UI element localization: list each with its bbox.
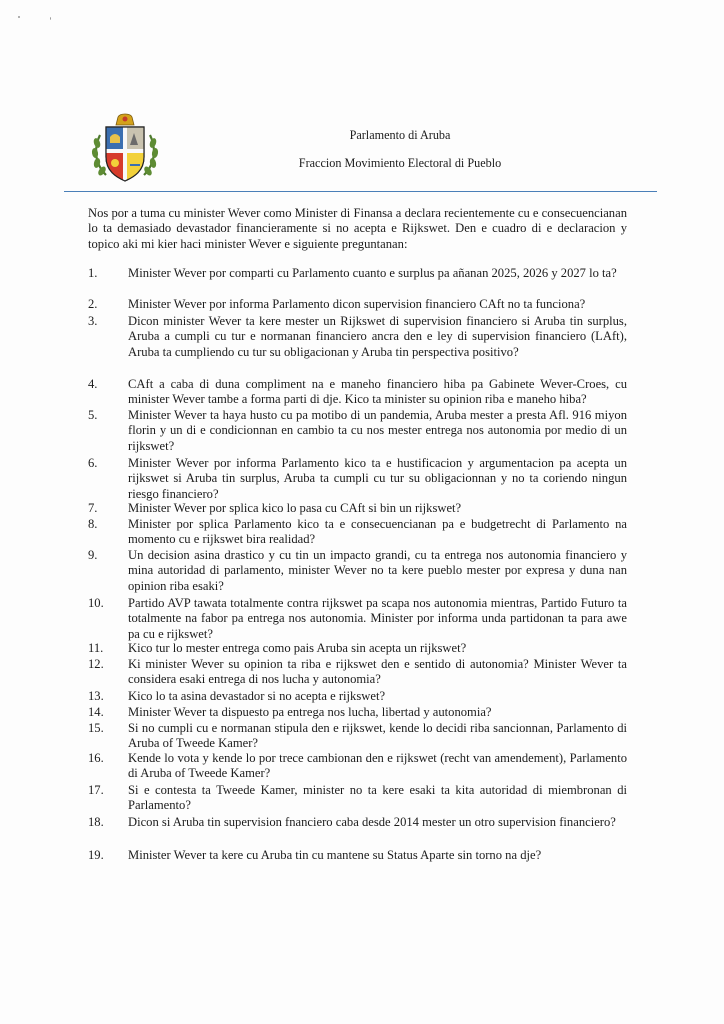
question-text: CAft a caba di duna compliment na e maneho financiero hiba pa Gabinete Wever-Croes, cu minister Wever tambe a forma parti di dje. Kico ta minister su opinion riba e maneho hiba? [128,377,627,407]
question-number: 14. [88,705,104,719]
question-text: Dicon si Aruba tin supervision fnanciero caba desde 2014 mester un otro supervision financiero? [128,815,616,829]
question-number: 7. [88,501,98,515]
question-text: Si no cumpli cu e normanan stipula den e rijkswet, kende lo decidi riba sancionnan, Parlamento di Aruba of Tweede Kamer? [128,721,627,751]
question-text: Minister Wever ta kere cu Aruba tin cu mantene su Status Aparte sin torno na dje? [128,848,542,862]
question-number: 10. [88,596,104,610]
question-number: 16. [88,751,104,765]
question-text: Minister Wever por splica kico lo pasa cu CAft si bin un rijkswet? [128,501,462,515]
question-number: 12. [88,657,104,671]
question-number: 9. [88,548,98,562]
question-text: Un decision asina drastico y cu tin un impacto grandi, cu ta entrega nos autonomia financiero y mina autoridad di parlamento, minister Wever no ta kere pueblo mester por expresa y duna nan opinion riba esaki? [128,548,627,593]
question-text: Si e contesta ta Tweede Kamer, minister no ta kere esaki ta kita autoridad di miembronan di Parlamento? [128,783,627,813]
question-number: 15. [88,721,104,735]
question-text: Minister Wever ta haya husto cu pa motibo di un pandemia, Aruba mester a presta Afl. 916 miyon florin y un di e condicionnan en cambio ta cu nos mester entrega nos autonomia por medio di un rijkswet? [128,408,627,453]
header-divider [64,191,657,192]
question-number: 2. [88,297,98,311]
question-text: Minister por splica Parlamento kico ta e consecuencianan pa e budgetrecht di Parlamento na momento cu e rijkswet bira realidad? [128,517,627,547]
question-text: Minister Wever por informa Parlamento kico ta e hustificacion y argumentacion pa acepta un rijkswet si Aruba tin surplus, Aruba ta cumpli cu tur su obligacionnan y no ta coriendo ningun riesgo financiero? [128,456,627,501]
scan-speck [50,17,51,20]
question-number: 5. [88,408,98,422]
question-number: 13. [88,689,104,703]
question-text: Kende lo vota y kende lo por trece cambionan den e rijkswet (recht van amendement), Parlamento di Aruba of Tweede Kamer? [128,751,627,781]
question-number: 1. [88,266,98,280]
scan-speck [18,16,20,18]
question-number: 8. [88,517,98,531]
question-number: 18. [88,815,104,829]
question-text: Ki minister Wever su opinion ta riba e rijkswet den e sentido di autonomia? Minister Wever ta considera esaki entrega di nos lucha y autonomia? [128,657,627,687]
question-number: 4. [88,377,98,391]
institution-heading: Parlamento di Aruba [349,128,451,142]
question-text: Partido AVP tawata totalmente contra rijkswet pa scapa nos autonomia mientras, Partido Futuro ta totalmente na fabor pa entrega nos autonomia. Minister por informa unda partidonan ta para awe pa cu e rijkswet? [128,596,627,641]
question-number: 19. [88,848,104,862]
intro-paragraph: Nos por a tuma cu minister Wever como Minister di Finansa a declara recientemente cu e consecuencianan lo ta demasiado devastador financieramente si no acepta e Rijkswet. Den e cuadro di e declaracion y topico aki mi kier haci minister Wever e siguiente preguntanan: [88,206,627,251]
faction-heading: Fraccion Movimiento Electoral di Pueblo [298,156,502,170]
question-number: 11. [88,641,104,655]
question-number: 6. [88,456,98,470]
question-text: Minister Wever por informa Parlamento dicon supervision financiero CAft no ta funciona? [128,297,586,311]
question-number: 3. [88,314,98,328]
question-text: Dicon minister Wever ta kere mester un Rijkswet di supervision financiero si Aruba tin surplus, Aruba a cumpli cu tur e normanan financiero ancra den e ley di supervision financiero (LAft), Aruba ta cumpliendo cu tur su obligacionan y Aruba tin perspectiva positivo? [128,314,627,359]
question-number: 17. [88,783,104,797]
question-text: Kico lo ta asina devastador si no acepta e rijkswet? [128,689,386,703]
aruba-coat-of-arms-icon [90,113,160,185]
question-text: Kico tur lo mester entrega como pais Aruba sin acepta un rijkswet? [128,641,467,655]
question-text: Minister Wever ta dispuesto pa entrega nos lucha, libertad y autonomia? [128,705,492,719]
question-text: Minister Wever por comparti cu Parlamento cuanto e surplus pa añanan 2025, 2026 y 2027 lo ta? [128,266,617,280]
